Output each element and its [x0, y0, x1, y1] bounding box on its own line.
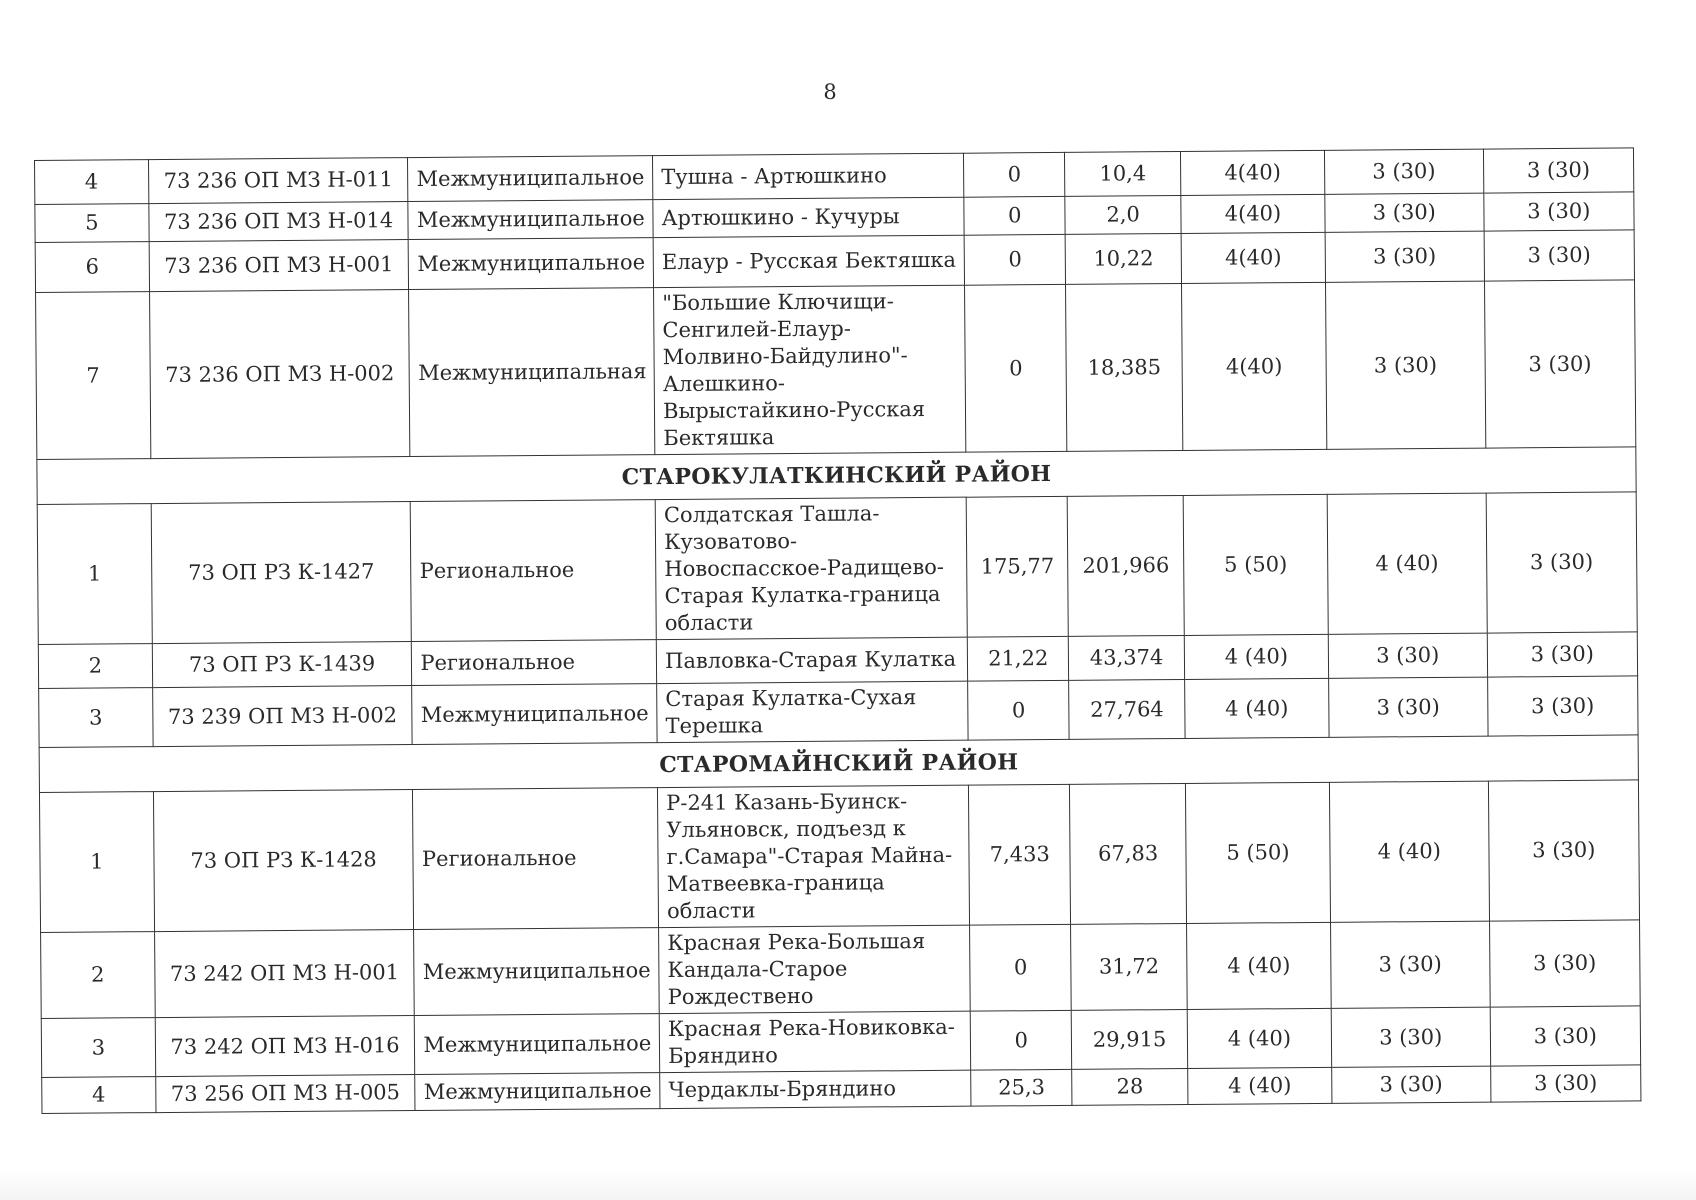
value-col-1: 25,3	[971, 1069, 1072, 1106]
value-col-4: 3 (30)	[1332, 1066, 1491, 1103]
row-number: 1	[37, 504, 152, 645]
road-name: Красная Река-Большая Кандала-Старое Рождествено	[659, 925, 971, 1013]
value-col-5: 3 (30)	[1490, 1006, 1641, 1066]
row-number: 5	[35, 204, 149, 243]
road-type: Межмуниципальное	[408, 156, 653, 202]
road-name: Р-241 Казань-Буинск-Ульяновск, подъезд к г.Самара"-Старая Майна-Матвеевка-граница области	[658, 785, 970, 927]
road-code: 73 236 ОП МЗ Н-001	[149, 240, 409, 292]
value-col-5: 3 (30)	[1484, 280, 1636, 448]
value-col-5: 3 (30)	[1487, 676, 1638, 736]
value-col-3: 4 (40)	[1187, 1008, 1331, 1068]
row-number: 3	[39, 688, 153, 748]
value-col-4: 3 (30)	[1325, 281, 1485, 449]
row-number: 3	[41, 1018, 155, 1078]
road-name: Старая Кулатка-Сухая Терешка	[657, 681, 969, 742]
value-col-2: 10,22	[1065, 233, 1181, 284]
road-code: 73 ОП РЗ К-1428	[153, 790, 414, 932]
road-type: Региональное	[413, 788, 659, 930]
road-code: 73 256 ОП МЗ Н-005	[155, 1075, 415, 1113]
value-col-5: 3 (30)	[1483, 148, 1634, 193]
road-code: 73 242 ОП МЗ Н-016	[155, 1016, 415, 1077]
row-number: 2	[38, 644, 152, 689]
value-col-5: 3 (30)	[1486, 492, 1637, 633]
road-code: 73 236 ОП МЗ Н-002	[149, 290, 410, 459]
value-col-1: 0	[971, 1010, 1072, 1070]
table-row	[37, 492, 1637, 645]
road-type: Межмуниципальное	[409, 238, 654, 290]
value-col-4: 4 (40)	[1329, 781, 1489, 922]
value-col-5: 3 (30)	[1489, 920, 1640, 1007]
road-name: Красная Река-Новиковка-Бряндино	[659, 1011, 971, 1072]
district-title: СТАРОКУЛАТКИНСКИЙ РАЙОН	[37, 447, 1636, 505]
row-number: 1	[39, 792, 154, 933]
road-name: "Большие Ключищи-Сенгилей-Елаур-Молвино-Байдулино"-Алешкино-Вырыстайкино-Русская Бектяшка	[654, 285, 967, 454]
value-col-5: 3 (30)	[1487, 632, 1638, 677]
value-col-3: 4 (40)	[1188, 1067, 1332, 1104]
value-col-2: 27,764	[1069, 679, 1185, 739]
table-body	[35, 148, 1641, 1114]
value-col-4: 3 (30)	[1329, 677, 1488, 737]
value-col-4: 3 (30)	[1328, 633, 1487, 678]
road-name: Чердаклы-Бряндино	[660, 1070, 971, 1108]
value-col-5: 3 (30)	[1490, 1065, 1641, 1102]
value-col-2: 10,4	[1065, 151, 1181, 196]
value-col-1: 0	[964, 196, 1065, 235]
district-title: СТАРОМАЙНСКИЙ РАЙОН	[39, 735, 1638, 793]
value-col-1: 0	[968, 680, 1069, 740]
value-col-2: 18,385	[1066, 283, 1183, 451]
road-code: 73 236 ОП МЗ Н-011	[148, 158, 408, 204]
roads-table	[34, 147, 1641, 1114]
value-col-2: 29,915	[1071, 1009, 1187, 1069]
road-code: 73 ОП РЗ К-1439	[152, 642, 412, 688]
road-type: Межмуниципальное	[415, 1073, 660, 1111]
value-col-2: 28	[1072, 1068, 1188, 1105]
value-col-4: 3 (30)	[1330, 921, 1489, 1008]
value-col-1: 0	[964, 152, 1065, 197]
value-col-1: 7,433	[969, 784, 1071, 925]
road-type: Межмуниципальное	[414, 928, 659, 1016]
row-number: 2	[41, 932, 155, 1019]
value-col-3: 4(40)	[1181, 194, 1325, 233]
table-row	[39, 780, 1639, 933]
value-col-3: 5 (50)	[1183, 494, 1328, 635]
value-col-5: 3 (30)	[1484, 192, 1635, 231]
road-name: Павловка-Старая Кулатка	[656, 637, 968, 683]
row-number: 6	[35, 242, 149, 293]
value-col-2: 67,83	[1070, 783, 1187, 924]
value-col-3: 4(40)	[1182, 282, 1327, 450]
value-col-5: 3 (30)	[1488, 780, 1639, 921]
value-col-1: 21,22	[968, 636, 1069, 681]
value-col-3: 4(40)	[1181, 232, 1325, 283]
road-code: 73 ОП РЗ К-1427	[151, 502, 412, 644]
road-code: 73 236 ОП МЗ Н-014	[149, 202, 409, 242]
row-number: 4	[42, 1077, 156, 1114]
value-col-3: 4 (40)	[1187, 922, 1331, 1009]
value-col-4: 3 (30)	[1325, 231, 1484, 282]
scan-edge	[0, 1170, 1696, 1200]
value-col-4: 4 (40)	[1327, 493, 1487, 634]
road-type: Региональное	[412, 640, 657, 686]
page-number: 8	[823, 80, 837, 104]
road-name: Тушна - Артюшкино	[653, 153, 965, 199]
value-col-1: 0	[965, 284, 1067, 452]
road-name: Солдатская Ташла-Кузоватово-Новоспасское-Радищево-Старая Кулатка-граница области	[655, 497, 967, 639]
road-type: Межмуниципальное	[415, 1014, 660, 1075]
value-col-3: 5 (50)	[1186, 782, 1331, 923]
road-type: Региональное	[411, 500, 657, 642]
value-col-3: 4 (40)	[1184, 634, 1328, 679]
value-col-2: 31,72	[1071, 923, 1188, 1010]
value-col-1: 175,77	[967, 496, 1069, 637]
value-col-1: 0	[964, 234, 1065, 285]
value-col-4: 3 (30)	[1331, 1007, 1490, 1067]
value-col-1: 0	[970, 924, 1072, 1011]
table-row	[41, 920, 1641, 1019]
value-col-3: 4(40)	[1181, 150, 1325, 195]
value-col-4: 3 (30)	[1325, 193, 1484, 232]
row-number: 4	[35, 160, 149, 205]
value-col-2: 201,966	[1067, 495, 1184, 636]
road-name: Артюшкино - Кучуры	[653, 197, 964, 237]
road-type: Межмуниципальная	[409, 288, 655, 457]
table-row	[36, 280, 1636, 460]
value-col-2: 43,374	[1068, 635, 1184, 680]
row-number: 7	[36, 292, 151, 460]
value-col-2: 2,0	[1065, 195, 1181, 234]
road-code: 73 242 ОП МЗ Н-001	[154, 930, 414, 1018]
value-col-5: 3 (30)	[1484, 230, 1635, 281]
road-type: Межмуниципальное	[412, 684, 657, 745]
value-col-3: 4 (40)	[1185, 678, 1329, 738]
road-type: Межмуниципальное	[408, 200, 653, 240]
value-col-4: 3 (30)	[1324, 149, 1483, 194]
road-code: 73 239 ОП МЗ Н-002	[152, 686, 412, 747]
road-name: Елаур - Русская Бектяшка	[653, 235, 965, 287]
